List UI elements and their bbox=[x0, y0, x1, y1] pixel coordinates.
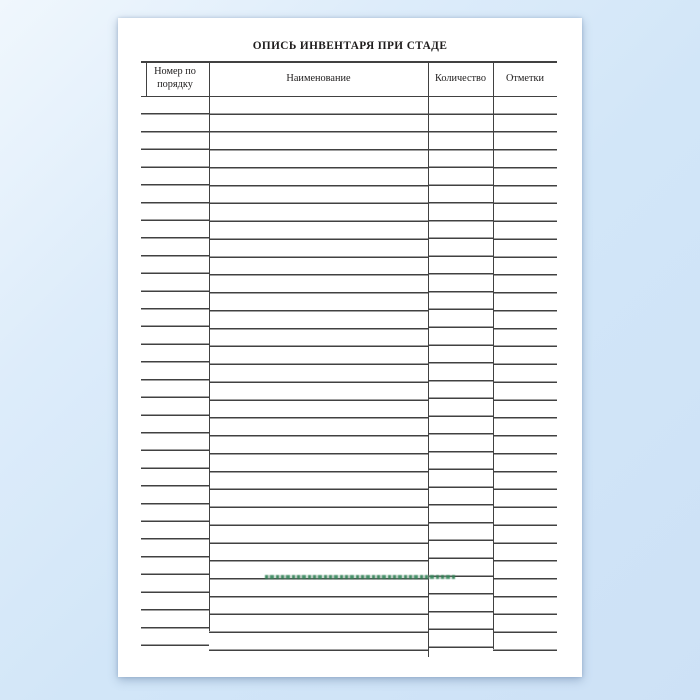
blank-rows-number-column bbox=[141, 97, 209, 646]
header-cell-quantity: Количество bbox=[434, 72, 487, 84]
watermark bbox=[265, 575, 455, 580]
blank-rows-name-column bbox=[209, 97, 428, 651]
header-cell-name: Наименование bbox=[286, 72, 351, 84]
header-cell-number: Номер по порядку bbox=[154, 66, 196, 90]
blank-rows-quantity-column bbox=[428, 97, 493, 648]
blank-rows-notes-column bbox=[493, 97, 557, 651]
document-title: ОПИСЬ ИНВЕНТАРЯ ПРИ СТАДЕ bbox=[252, 40, 448, 52]
document-page bbox=[118, 18, 582, 677]
header-cell-notes: Отметки bbox=[505, 72, 545, 84]
